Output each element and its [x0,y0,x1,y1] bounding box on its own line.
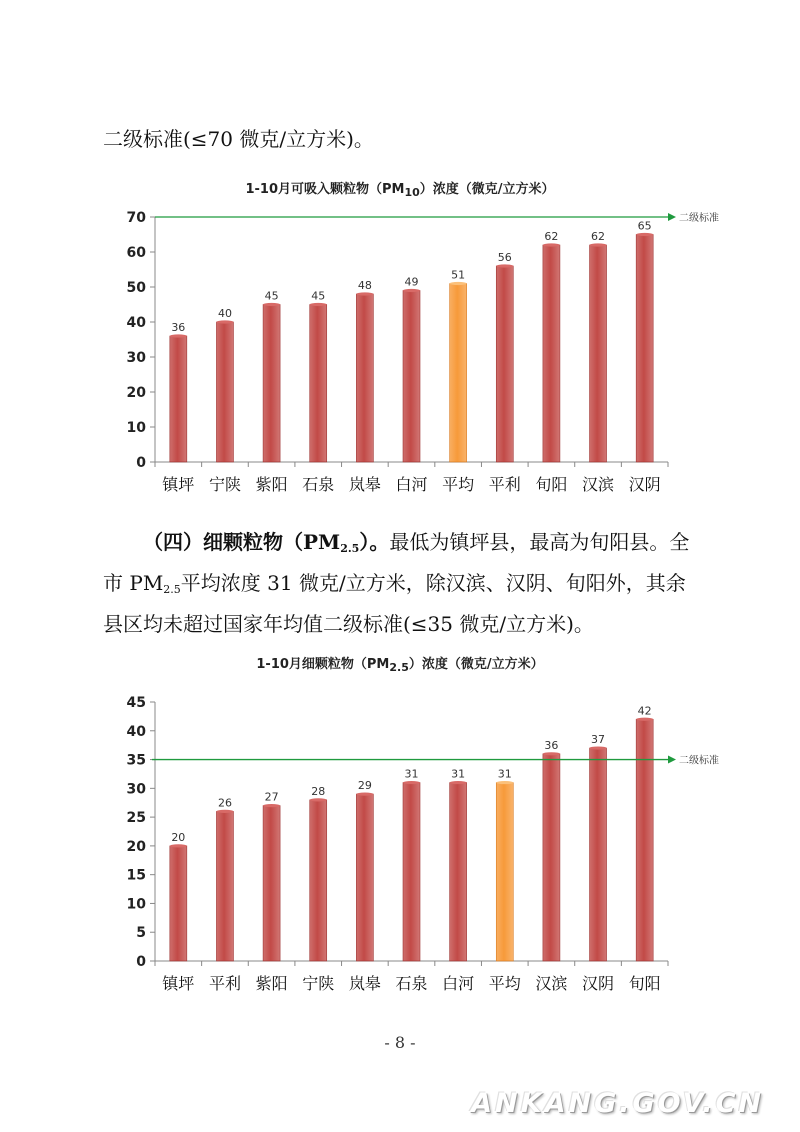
bar-镇坪 [170,846,187,961]
data-label: 48 [357,279,372,292]
data-label: 62 [544,230,559,243]
category-label: 平均 [442,475,475,494]
bar-cap-石泉 [310,303,327,306]
bar-cap-白河 [450,781,467,784]
data-label: 45 [311,289,326,303]
data-label: 29 [357,779,372,793]
paragraph-pm25-line3: 县区均未超过国家年均值二级标准(≤35 微克/立方米)。 [103,612,594,636]
pm25-bar-chart [0,690,800,1010]
heading-prefix: （四）细颗粒物（PM [143,530,341,554]
bar-岚皋 [356,294,373,462]
y-tick-label: 35 [126,752,146,769]
section-heading-pm25 [143,530,389,554]
category-label: 旬阳 [628,974,661,993]
data-label: 36 [544,738,559,752]
chart-title-pm10-prefix: 1-10月可吸入颗粒物（PM [245,182,405,197]
paragraph-pm25-line2 [103,566,703,607]
category-label: 汉阴 [628,475,661,494]
bar-cap-石泉 [403,781,420,784]
page-number: - 8 - [384,1033,416,1052]
category-label: 平利 [208,974,241,993]
bar-cap-紫阳 [263,804,280,807]
bar-cap-汉滨 [590,243,607,246]
bar-平均 [496,783,513,961]
bar-旬阳 [543,245,560,462]
chart-title-pm25-prefix: 1-10月细颗粒物（PM [256,657,390,672]
bar-紫阳 [263,305,280,463]
data-label: 36 [171,321,186,334]
data-label: 40 [217,307,232,320]
bar-cap-白河 [403,289,420,292]
bar-石泉 [310,305,327,463]
data-label: 31 [451,767,466,781]
paragraph-standard-line: 二级标准(≤70 微克/立方米)。 [103,127,374,151]
paragraph-pm25-line1 [103,525,703,566]
bar-平利 [216,811,233,961]
chart-title-pm25 [0,653,800,674]
bar-cap-紫阳 [263,303,280,306]
data-label: 37 [591,733,606,747]
heading-sub: 2.5 [340,542,360,555]
bar-紫阳 [263,806,280,961]
category-label: 宁陕 [302,974,335,993]
bar-岚皋 [356,794,373,961]
data-label: 31 [497,767,512,781]
category-label: 平利 [488,475,521,494]
data-label: 65 [637,219,652,233]
line2-rest: 平均浓度 31 微克/立方米，除汉滨、汉阴、旬阳外，其余 [180,571,686,595]
reference-arrow [668,213,676,221]
y-tick-label: 20 [126,385,146,401]
category-label: 紫阳 [255,475,288,494]
category-label: 平均 [488,974,521,993]
bar-cap-岚皋 [356,292,373,295]
category-label: 岚皋 [348,475,381,494]
category-label: 岚皋 [348,974,381,993]
y-tick-label: 20 [126,838,146,855]
category-label: 旬阳 [535,475,568,494]
bar-cap-平利 [496,264,513,267]
bar-白河 [450,783,467,961]
data-label: 49 [404,275,419,289]
data-label: 42 [637,704,652,718]
category-label: 汉滨 [582,475,615,494]
bar-汉阴 [590,748,607,961]
y-tick-label: 25 [126,810,146,827]
y-tick-label: 0 [136,954,146,970]
y-tick-label: 40 [126,315,146,331]
chart-title-pm10-sub: 10 [404,186,420,199]
bar-白河 [403,291,420,463]
y-tick-label: 70 [126,210,146,226]
bar-cap-汉滨 [543,752,560,755]
category-label: 宁陕 [208,475,241,494]
category-label: 白河 [395,475,428,494]
y-tick-label: 50 [126,280,146,296]
bar-旬阳 [636,719,653,961]
data-label: 28 [311,784,326,798]
bar-cap-平均 [496,781,513,784]
bar-cap-镇坪 [170,844,187,847]
y-tick-label: 30 [126,350,146,366]
bar-cap-岚皋 [356,792,373,795]
data-label: 20 [171,830,186,844]
line2-prefix: 市 PM [103,571,164,595]
bar-平利 [496,266,513,462]
category-label: 石泉 [395,974,428,993]
reference-line-label: 二级标准 [679,213,719,224]
y-tick-label: 60 [126,245,146,261]
bar-cap-旬阳 [543,243,560,246]
bar-cap-汉阴 [590,746,607,749]
paragraph-pm25 [103,525,703,641]
y-tick-label: 10 [126,420,146,436]
data-label: 31 [404,767,419,781]
data-label: 51 [451,268,466,282]
site-watermark: ANKANG.GOV.CN [471,1088,764,1119]
data-label: 56 [497,251,512,264]
data-label: 45 [264,289,279,303]
category-label: 汉阴 [582,974,615,993]
category-label: 白河 [442,974,475,993]
category-label: 镇坪 [162,974,195,993]
bar-cap-宁陕 [310,798,327,801]
data-label: 62 [591,230,606,243]
bar-镇坪 [170,336,187,462]
line1-rest: 最低为镇坪县，最高为旬阳县。全 [389,530,690,554]
category-label: 汉滨 [535,974,568,993]
chart-title-pm10 [0,178,800,199]
bar-石泉 [403,783,420,961]
bar-cap-镇坪 [170,334,187,337]
bar-平均 [450,284,467,463]
bar-cap-旬阳 [636,718,653,721]
bar-宁陕 [216,322,233,462]
y-tick-label: 0 [136,455,146,471]
category-label: 石泉 [302,475,335,494]
bar-汉滨 [543,754,560,961]
y-tick-label: 45 [126,695,146,711]
y-tick-label: 30 [126,781,146,798]
bar-cap-宁陕 [216,320,233,323]
category-label: 紫阳 [255,974,288,993]
bar-cap-平均 [450,282,467,285]
line2-sub: 2.5 [163,583,181,596]
data-label: 26 [217,796,232,810]
reference-line-label: 二级标准 [679,755,719,767]
y-tick-label: 10 [126,896,146,913]
chart-title-pm10-suffix: ）浓度（微克/立方米） [419,182,555,197]
bar-汉滨 [590,245,607,462]
reference-arrow [668,756,676,764]
y-tick-label: 5 [136,925,146,942]
category-label: 镇坪 [162,475,195,494]
bar-cap-汉阴 [636,233,653,236]
chart-title-pm25-suffix: ）浓度（微克/立方米） [408,657,544,672]
bar-cap-平利 [216,810,233,813]
data-label: 27 [264,790,279,804]
bar-汉阴 [636,235,653,463]
bar-宁陕 [310,800,327,961]
heading-suffix: ）。 [359,530,390,554]
y-tick-label: 15 [126,867,146,884]
pm10-bar-chart [0,200,800,500]
y-tick-label: 40 [126,723,146,740]
chart-title-pm25-sub: 2.5 [389,661,409,674]
